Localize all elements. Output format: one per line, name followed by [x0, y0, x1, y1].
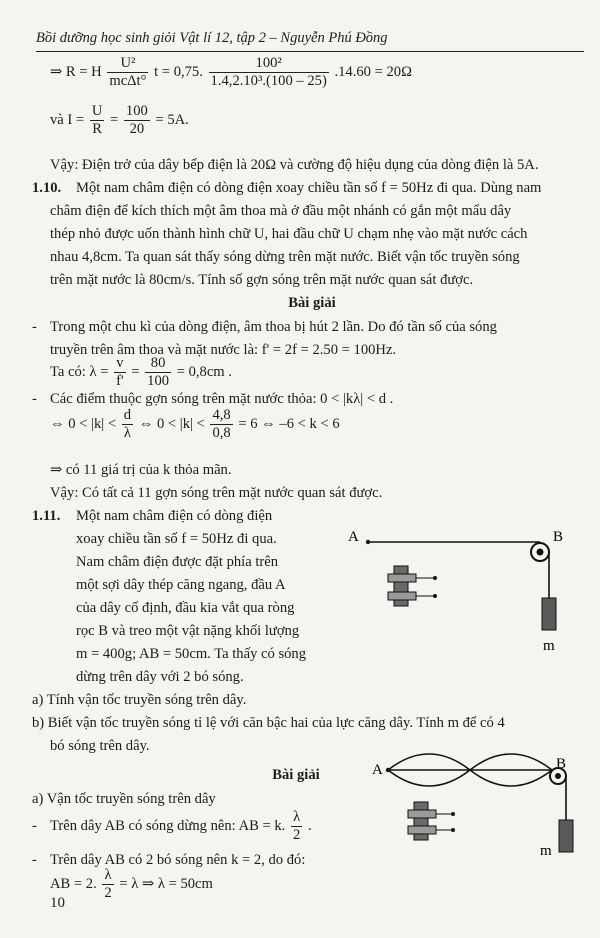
electromagnet [408, 802, 455, 840]
bullet-dash: - [32, 852, 37, 868]
fraction: $\frac{\text{100²}}{\text{1.4,2.10³.(100 – 25)}}$ [210, 55, 327, 89]
problem-number: 1.10. [32, 180, 62, 196]
equation-wavelength: Ta có: λ = $\frac{v}{f'}$ = $\frac{80}{100}$ = 0,8cm . [50, 355, 232, 389]
solution-text-line: Các điểm thuộc gợn sóng trên mặt nước thỏa: 0 < |kλ| < d . [50, 391, 394, 407]
problem-text-line: thép nhỏ được uốn thành hình chữ U, hai đầu chữ U chạm nhẹ vào mặt nước cách [50, 226, 528, 242]
question-a: a) Tính vận tốc truyền sóng trên dây. [32, 692, 247, 708]
problem-number: 1.11. [32, 508, 61, 524]
label-b: B [553, 529, 564, 545]
fraction: $\frac{100}{20}$ [125, 103, 148, 137]
question-b: b) Biết vận tốc truyền sóng tỉ lệ với căn bậc hai của lực căng dây. Tính m để có 4 [32, 715, 505, 731]
solution-text-line: - Trên dây AB có 2 bó sóng nên k = 2, do đó: [32, 852, 306, 868]
mass-m [542, 598, 556, 630]
equation-final: AB = 2. $\frac{\lambda}{2}$ = λ ⇒ λ = 50cm [50, 867, 213, 901]
solution-text-line: Trong một chu kì của dòng điện, âm thoa bị hút 2 lần. Do đó tần số của sóng [50, 319, 497, 335]
problem-text-line: xoay chiều tần số f = 50Hz đi qua. [76, 531, 277, 547]
problem-text-line: của dây cố định, đầu kia vắt qua ròng [76, 600, 295, 616]
fraction: $\frac{\lambda}{2}$ [104, 867, 112, 901]
problem-text-line: châm điện để kích thích một âm thoa mà ở đầu một nhánh có gắn một mẩu dây [50, 203, 512, 219]
equation-standing-wave: - Trên dây AB có sóng dừng nên: AB = k. $\frac{\lambda}{2}$ . [32, 809, 312, 843]
solution-text-line: truyền trên âm thoa và mặt nước là: f' = 2f = 2.50 = 100Hz. [50, 342, 397, 358]
conclusion-text: Vậy: Điện trở của dây bếp điện là 20Ω và cường độ hiệu dụng của dòng điện là 5A. [50, 157, 539, 173]
label-a: A [348, 529, 359, 545]
solution-title: Bài giải [272, 767, 320, 783]
electromagnet [388, 566, 437, 606]
fraction: $\frac{80}{100}$ [147, 355, 170, 389]
mass-m [559, 820, 573, 852]
problem-text-line: Một nam châm điện có dòng điện [76, 508, 273, 524]
problem-text-line: Một nam châm điện có dòng điện xoay chiều tần số f = 50Hz đi qua. Dùng nam [76, 180, 542, 196]
solution-text-line: ⇒ có 11 giá trị của k thỏa mãn. [50, 462, 232, 478]
fraction: $\frac{d}{\lambda}$ [123, 407, 132, 441]
solution-text-line: a) Vận tốc truyền sóng trên dây [32, 791, 216, 807]
problem-text-line: một sợi dây thép căng ngang, đầu A [76, 577, 286, 593]
figure-standing-wave [370, 740, 590, 860]
label-m: m [543, 638, 555, 654]
equation-resistance: ⇒ R = H $\frac{\text{U²}}{\text{mcΔt°}}$ t = 0,75. $\frac{\text{100²}}{\text{1.4,2.10³.(100 – 25)}}$ .14.60 = 20Ω [50, 55, 412, 89]
fraction: $\frac{U}{R}$ [91, 103, 103, 137]
fraction: $\frac{v}{f'}$ [116, 355, 124, 389]
fraction: $\frac{\lambda}{2}$ [292, 809, 301, 843]
bullet-dash: - [32, 319, 37, 335]
bullet-dash: - [32, 817, 37, 834]
problem-text-line: nhau 4,8cm. Ta quan sát thấy sóng dừng trên mặt nước. Biết vận tốc truyền sóng [50, 249, 520, 265]
problem-text-line: m = 400g; AB = 50cm. Ta thấy có sóng [76, 646, 307, 662]
wave-upper-envelope [388, 754, 552, 770]
problem-text-line: Nam châm điện được đặt phía trên [76, 554, 279, 570]
conclusion-text: Vậy: Có tất cả 11 gợn sóng trên mặt nước quan sát được. [50, 485, 383, 501]
solution-title: Bài giải [288, 295, 336, 311]
label-b: B [556, 756, 567, 772]
problem-text-line: trên mặt nước là 80cm/s. Tính số gợn sóng trên mặt nước quan sát được. [50, 272, 474, 288]
question-b-continued: bó sóng trên dây. [50, 738, 150, 754]
label-m: m [540, 843, 552, 859]
equation-inequality: ⇔ 0 < |k| < $\frac{d}{\lambda}$ ⇔ 0 < |k| < $\frac{4,8}{0,8}$ = 6 ⇔ –6 < k < 6 [50, 407, 340, 441]
label-a: A [372, 762, 383, 778]
fraction: $\frac{4,8}{0,8}$ [212, 407, 231, 441]
running-header: Bồi dưỡng học sinh giỏi Vật lí 12, tập 2 – Nguyễn Phú Đồng [36, 30, 584, 52]
fraction: $\frac{\text{U²}}{\text{mcΔt°}}$ [109, 55, 147, 89]
equation-current: và I = $\frac{U}{R}$ = $\frac{100}{20}$ = 5A. [50, 103, 189, 137]
problem-text-line: rọc B và treo một vật nặng khối lượng [76, 623, 300, 639]
bullet-dash: - [32, 391, 37, 407]
problem-text-line: dừng trên dây với 2 bó sóng. [76, 669, 244, 685]
page-number: 10 [50, 895, 65, 911]
figure-string-setup [330, 520, 590, 655]
wave-lower-envelope [388, 770, 552, 786]
